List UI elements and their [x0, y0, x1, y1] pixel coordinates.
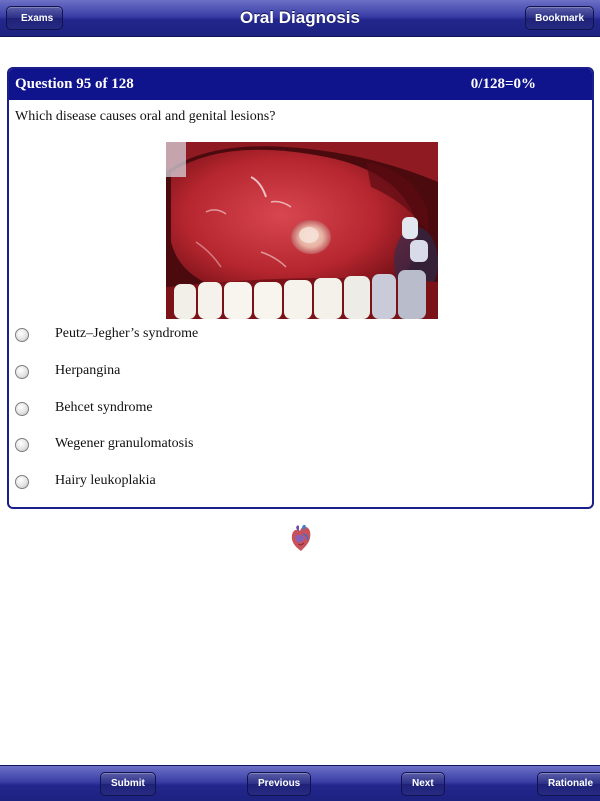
radio-button[interactable] [15, 328, 29, 342]
question-panel [7, 67, 594, 509]
answer-option-5[interactable] [15, 472, 575, 496]
question-header [9, 69, 592, 100]
radio-button[interactable] [15, 365, 29, 379]
top-navigation-bar [0, 0, 600, 37]
answer-option-label: Peutz–Jegher’s syndrome [55, 326, 199, 341]
bookmark-button[interactable]: Bookmark [525, 6, 594, 30]
oral-lesion-photo [166, 142, 438, 319]
answer-option-label: Herpangina [55, 363, 121, 378]
score-counter: 0/128=0% [470, 76, 536, 92]
answer-option-3[interactable] [15, 399, 575, 423]
next-button[interactable]: Next [401, 772, 445, 796]
question-text: Which disease causes oral and genital lesions? [15, 109, 276, 124]
answer-option-label: Hairy leukoplakia [55, 473, 156, 488]
answer-option-4[interactable] [15, 435, 575, 459]
rationale-button[interactable]: Rationale [537, 772, 600, 796]
radio-button[interactable] [15, 438, 29, 452]
answer-option-1[interactable] [15, 325, 575, 349]
bottom-toolbar [0, 765, 600, 801]
answer-option-2[interactable] [15, 362, 575, 386]
answer-option-label: Wegener granulomatosis [55, 436, 194, 451]
exams-back-button[interactable]: Exams [6, 6, 63, 30]
radio-button[interactable] [15, 402, 29, 416]
submit-button[interactable]: Submit [100, 772, 156, 796]
page-title: Oral Diagnosis [240, 8, 360, 27]
oral-lesion-illustration [166, 142, 438, 319]
previous-button[interactable]: Previous [247, 772, 311, 796]
answer-option-label: Behcet syndrome [55, 400, 153, 415]
radio-button[interactable] [15, 475, 29, 489]
heart-logo-icon [290, 524, 312, 552]
question-number: Question 95 of 128 [15, 76, 134, 92]
